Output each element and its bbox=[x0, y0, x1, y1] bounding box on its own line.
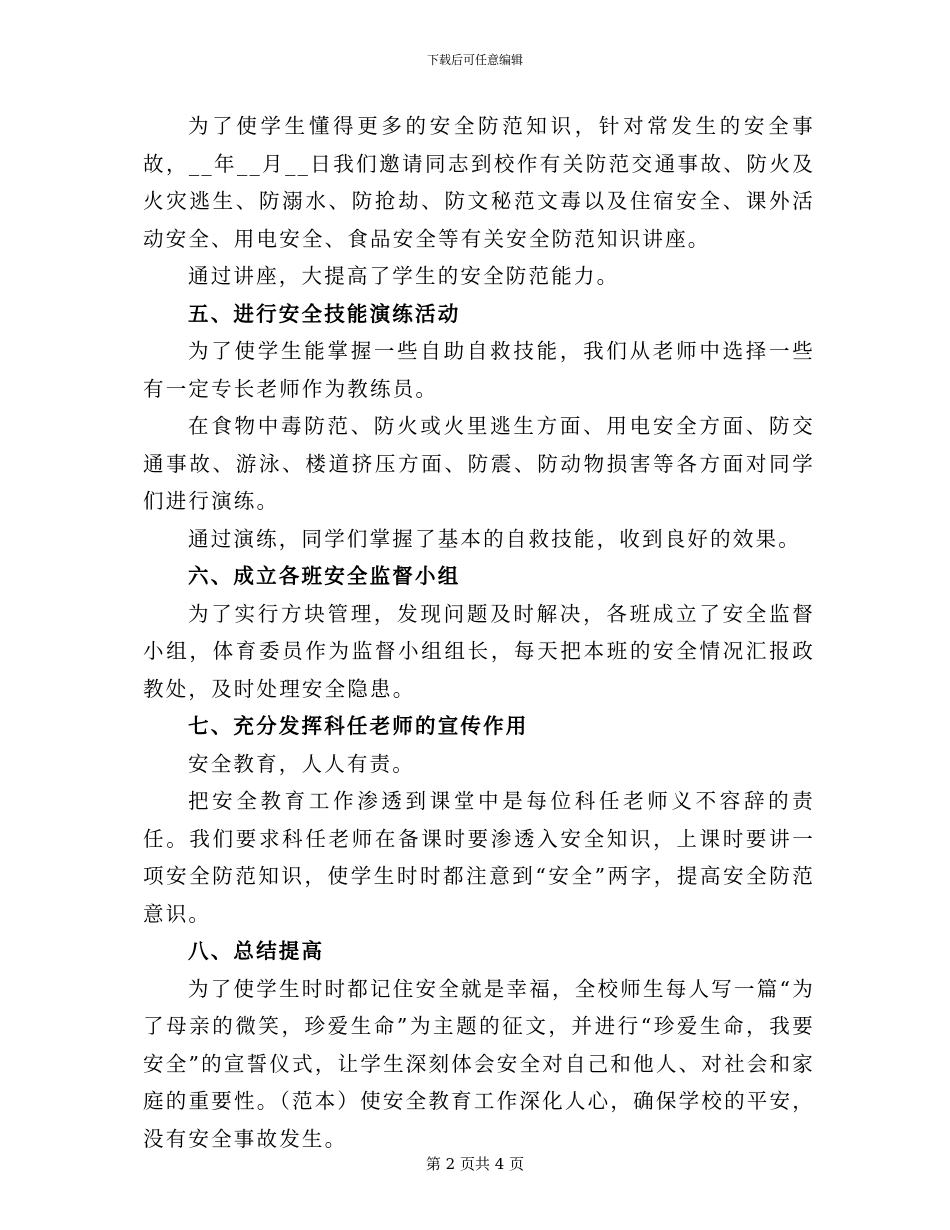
section-heading-5: 五、进行安全技能演练活动 bbox=[188, 301, 461, 326]
paragraph-responsibility: 安全教育，人人有责。 bbox=[188, 751, 415, 776]
paragraph-drill-content: 在食物中毒防范、防火或火里逃生方面、用电安全方面、防交通事故、游泳、楼道挤压方面、防震、防动物损害等各方面对同学们进行演练。 bbox=[143, 414, 815, 513]
section-heading-6: 六、成立各班安全监督小组 bbox=[188, 564, 461, 588]
page-header: 下载后可任意编辑 bbox=[426, 53, 523, 67]
section-heading-7: 七、充分发挥科任老师的宣传作用 bbox=[188, 714, 529, 738]
paragraph-lecture-result: 通过讲座，大提高了学生的安全防范能力。 bbox=[188, 264, 620, 288]
paragraph-summary: 为了使学生时时都记住安全就是幸福，全校师生每人写一篇“为了母亲的微笑，珍爱生命”为主题的征文，并进行“珍爱生命，我要安全”的宣誓仪式，让学生深刻体会安全对自己和他人、对社会和家庭的重要性。（范本）使安全教育工作深化人心，确保学校的平安，没有安全事故发生。 bbox=[143, 976, 815, 1151]
paragraph-teachers: 把安全教育工作渗透到课堂中是每位科任老师义不容辞的责任。我们要求科任老师在备课时要渗透入安全知识，上课时要讲一项安全防范知识，使学生时时都注意到“安全”两字，提高安全防范意识。 bbox=[143, 789, 815, 926]
paragraph-drill-intro: 为了使学生能掌握一些自助自救技能，我们从老师中选择一些有一定专长老师作为教练员。 bbox=[143, 339, 815, 401]
document-body bbox=[143, 108, 815, 1158]
page-footer: 第 2 页共 4 页 bbox=[425, 1155, 525, 1173]
paragraph-drill-result: 通过演练，同学们掌握了基本的自救技能，收到良好的效果。 bbox=[188, 526, 801, 551]
paragraph-lecture: 为了使学生懂得更多的安全防范知识，针对常发生的安全事故，__年__月__日我们邀请同志到校作有关防范交通事故、防火及火灾逃生、防溺水、防抢劫、防文秘范文毒以及住宿安全、课外活动安全、用电安全、食品安全等有关安全防范知识讲座。 bbox=[143, 114, 815, 251]
section-heading-8: 八、总结提高 bbox=[188, 939, 325, 963]
paragraph-supervision: 为了实行方块管理，发现问题及时解决，各班成立了安全监督小组，体育委员作为监督小组组长，每天把本班的安全情况汇报政教处，及时处理安全隐患。 bbox=[143, 601, 815, 701]
